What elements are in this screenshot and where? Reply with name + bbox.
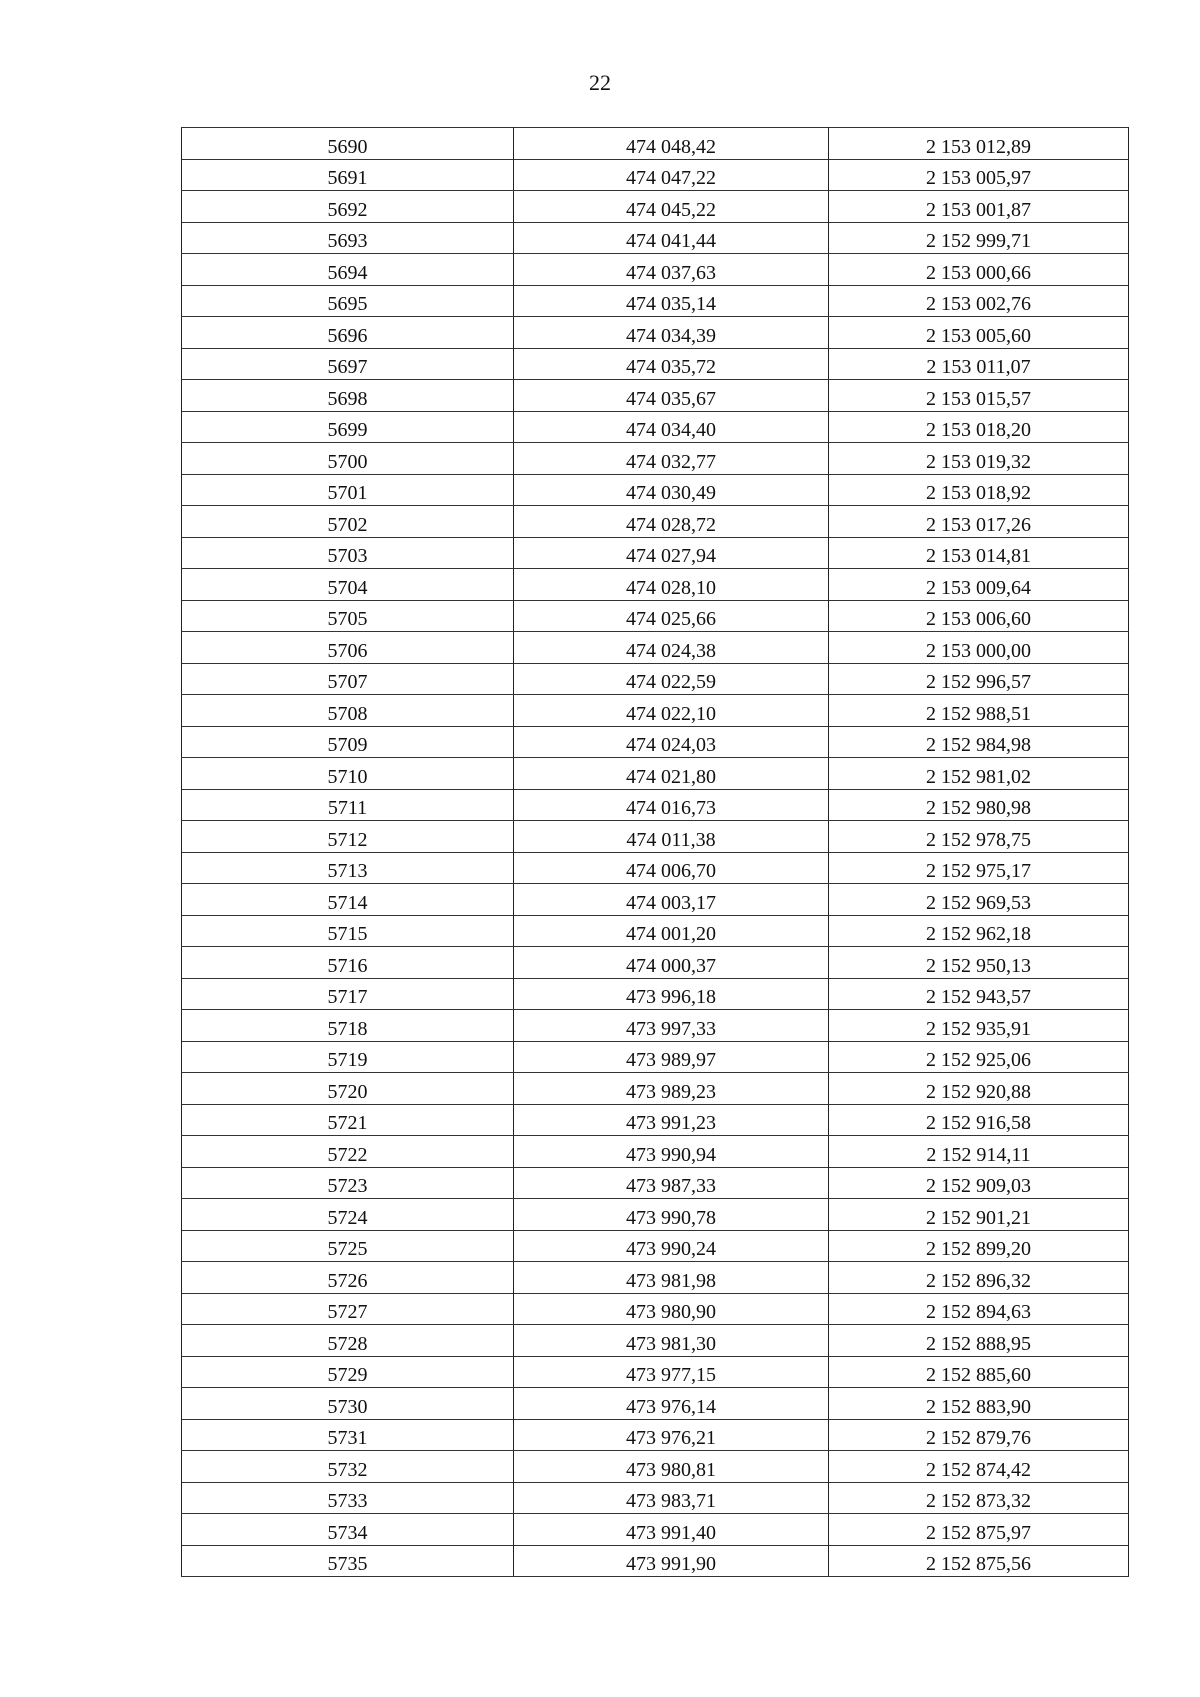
x-coordinate-cell: 474 011,38 <box>514 821 829 853</box>
x-coordinate-cell: 474 024,03 <box>514 726 829 758</box>
x-coordinate-cell: 473 991,23 <box>514 1104 829 1136</box>
point-number-cell: 5731 <box>182 1419 514 1451</box>
table-row <box>182 569 1129 601</box>
x-coordinate-cell: 473 989,97 <box>514 1041 829 1073</box>
x-coordinate-cell: 473 981,98 <box>514 1262 829 1294</box>
point-number-cell: 5699 <box>182 411 514 443</box>
x-coordinate-cell: 473 990,78 <box>514 1199 829 1231</box>
x-coordinate-cell: 474 035,14 <box>514 285 829 317</box>
y-coordinate-cell: 2 153 018,20 <box>829 411 1129 443</box>
table-row <box>182 1010 1129 1042</box>
coordinates-table-body <box>182 128 1129 1577</box>
point-number-cell: 5702 <box>182 506 514 538</box>
table-row <box>182 1104 1129 1136</box>
point-number-cell: 5723 <box>182 1167 514 1199</box>
y-coordinate-cell: 2 153 005,97 <box>829 159 1129 191</box>
table-row <box>182 600 1129 632</box>
table-row <box>182 758 1129 790</box>
y-coordinate-cell: 2 152 874,42 <box>829 1451 1129 1483</box>
point-number-cell: 5716 <box>182 947 514 979</box>
table-row <box>182 1293 1129 1325</box>
table-row <box>182 222 1129 254</box>
table-row <box>182 474 1129 506</box>
x-coordinate-cell: 474 041,44 <box>514 222 829 254</box>
table-row <box>182 915 1129 947</box>
table-row <box>182 1136 1129 1168</box>
table-row <box>182 1419 1129 1451</box>
y-coordinate-cell: 2 152 943,57 <box>829 978 1129 1010</box>
y-coordinate-cell: 2 153 002,76 <box>829 285 1129 317</box>
x-coordinate-cell: 474 022,59 <box>514 663 829 695</box>
y-coordinate-cell: 2 152 888,95 <box>829 1325 1129 1357</box>
table-row <box>182 128 1129 160</box>
point-number-cell: 5712 <box>182 821 514 853</box>
table-row <box>182 537 1129 569</box>
x-coordinate-cell: 474 034,40 <box>514 411 829 443</box>
x-coordinate-cell: 474 045,22 <box>514 191 829 223</box>
point-number-cell: 5707 <box>182 663 514 695</box>
point-number-cell: 5700 <box>182 443 514 475</box>
table-row <box>182 191 1129 223</box>
y-coordinate-cell: 2 152 935,91 <box>829 1010 1129 1042</box>
y-coordinate-cell: 2 152 879,76 <box>829 1419 1129 1451</box>
point-number-cell: 5708 <box>182 695 514 727</box>
point-number-cell: 5697 <box>182 348 514 380</box>
x-coordinate-cell: 473 990,24 <box>514 1230 829 1262</box>
x-coordinate-cell: 474 025,66 <box>514 600 829 632</box>
y-coordinate-cell: 2 153 019,32 <box>829 443 1129 475</box>
x-coordinate-cell: 474 048,42 <box>514 128 829 160</box>
y-coordinate-cell: 2 152 885,60 <box>829 1356 1129 1388</box>
point-number-cell: 5718 <box>182 1010 514 1042</box>
point-number-cell: 5710 <box>182 758 514 790</box>
y-coordinate-cell: 2 152 962,18 <box>829 915 1129 947</box>
x-coordinate-cell: 474 022,10 <box>514 695 829 727</box>
table-row <box>182 317 1129 349</box>
table-row <box>182 1199 1129 1231</box>
table-row <box>182 411 1129 443</box>
point-number-cell: 5722 <box>182 1136 514 1168</box>
x-coordinate-cell: 474 047,22 <box>514 159 829 191</box>
point-number-cell: 5720 <box>182 1073 514 1105</box>
point-number-cell: 5701 <box>182 474 514 506</box>
point-number-cell: 5734 <box>182 1514 514 1546</box>
point-number-cell: 5711 <box>182 789 514 821</box>
table-row <box>182 1356 1129 1388</box>
x-coordinate-cell: 474 006,70 <box>514 852 829 884</box>
y-coordinate-cell: 2 152 980,98 <box>829 789 1129 821</box>
point-number-cell: 5719 <box>182 1041 514 1073</box>
table-row <box>182 380 1129 412</box>
point-number-cell: 5695 <box>182 285 514 317</box>
y-coordinate-cell: 2 153 012,89 <box>829 128 1129 160</box>
point-number-cell: 5705 <box>182 600 514 632</box>
y-coordinate-cell: 2 152 920,88 <box>829 1073 1129 1105</box>
x-coordinate-cell: 473 976,14 <box>514 1388 829 1420</box>
table-row <box>182 695 1129 727</box>
x-coordinate-cell: 474 016,73 <box>514 789 829 821</box>
point-number-cell: 5692 <box>182 191 514 223</box>
point-number-cell: 5698 <box>182 380 514 412</box>
y-coordinate-cell: 2 152 875,97 <box>829 1514 1129 1546</box>
table-row <box>182 1545 1129 1577</box>
x-coordinate-cell: 473 996,18 <box>514 978 829 1010</box>
table-row <box>182 1262 1129 1294</box>
y-coordinate-cell: 2 153 001,87 <box>829 191 1129 223</box>
point-number-cell: 5690 <box>182 128 514 160</box>
table-row <box>182 1230 1129 1262</box>
point-number-cell: 5713 <box>182 852 514 884</box>
table-row <box>182 663 1129 695</box>
x-coordinate-cell: 474 034,39 <box>514 317 829 349</box>
point-number-cell: 5724 <box>182 1199 514 1231</box>
y-coordinate-cell: 2 152 996,57 <box>829 663 1129 695</box>
table-row <box>182 978 1129 1010</box>
table-row <box>182 1451 1129 1483</box>
x-coordinate-cell: 473 987,33 <box>514 1167 829 1199</box>
point-number-cell: 5706 <box>182 632 514 664</box>
y-coordinate-cell: 2 152 925,06 <box>829 1041 1129 1073</box>
table-row <box>182 884 1129 916</box>
y-coordinate-cell: 2 152 950,13 <box>829 947 1129 979</box>
x-coordinate-cell: 473 989,23 <box>514 1073 829 1105</box>
x-coordinate-cell: 474 027,94 <box>514 537 829 569</box>
y-coordinate-cell: 2 152 981,02 <box>829 758 1129 790</box>
x-coordinate-cell: 473 991,40 <box>514 1514 829 1546</box>
point-number-cell: 5691 <box>182 159 514 191</box>
point-number-cell: 5721 <box>182 1104 514 1136</box>
y-coordinate-cell: 2 152 914,11 <box>829 1136 1129 1168</box>
point-number-cell: 5729 <box>182 1356 514 1388</box>
table-row <box>182 852 1129 884</box>
x-coordinate-cell: 474 021,80 <box>514 758 829 790</box>
y-coordinate-cell: 2 153 017,26 <box>829 506 1129 538</box>
table-row <box>182 1514 1129 1546</box>
y-coordinate-cell: 2 152 894,63 <box>829 1293 1129 1325</box>
page-number: 22 <box>589 70 611 95</box>
y-coordinate-cell: 2 152 909,03 <box>829 1167 1129 1199</box>
x-coordinate-cell: 473 990,94 <box>514 1136 829 1168</box>
y-coordinate-cell: 2 152 873,32 <box>829 1482 1129 1514</box>
y-coordinate-cell: 2 153 005,60 <box>829 317 1129 349</box>
y-coordinate-cell: 2 152 969,53 <box>829 884 1129 916</box>
y-coordinate-cell: 2 153 015,57 <box>829 380 1129 412</box>
x-coordinate-cell: 474 035,67 <box>514 380 829 412</box>
y-coordinate-cell: 2 152 999,71 <box>829 222 1129 254</box>
point-number-cell: 5735 <box>182 1545 514 1577</box>
x-coordinate-cell: 474 037,63 <box>514 254 829 286</box>
point-number-cell: 5704 <box>182 569 514 601</box>
x-coordinate-cell: 473 977,15 <box>514 1356 829 1388</box>
y-coordinate-cell: 2 152 899,20 <box>829 1230 1129 1262</box>
table-row <box>182 159 1129 191</box>
y-coordinate-cell: 2 152 916,58 <box>829 1104 1129 1136</box>
y-coordinate-cell: 2 153 018,92 <box>829 474 1129 506</box>
y-coordinate-cell: 2 153 011,07 <box>829 348 1129 380</box>
point-number-cell: 5715 <box>182 915 514 947</box>
table-row <box>182 947 1129 979</box>
coordinates-table <box>181 127 1129 1577</box>
point-number-cell: 5727 <box>182 1293 514 1325</box>
y-coordinate-cell: 2 152 975,17 <box>829 852 1129 884</box>
point-number-cell: 5733 <box>182 1482 514 1514</box>
x-coordinate-cell: 474 030,49 <box>514 474 829 506</box>
table-row <box>182 789 1129 821</box>
y-coordinate-cell: 2 152 984,98 <box>829 726 1129 758</box>
point-number-cell: 5728 <box>182 1325 514 1357</box>
y-coordinate-cell: 2 152 988,51 <box>829 695 1129 727</box>
x-coordinate-cell: 474 001,20 <box>514 915 829 947</box>
point-number-cell: 5694 <box>182 254 514 286</box>
table-row <box>182 1073 1129 1105</box>
point-number-cell: 5693 <box>182 222 514 254</box>
x-coordinate-cell: 473 983,71 <box>514 1482 829 1514</box>
table-row <box>182 821 1129 853</box>
y-coordinate-cell: 2 153 000,00 <box>829 632 1129 664</box>
table-row <box>182 1167 1129 1199</box>
y-coordinate-cell: 2 152 978,75 <box>829 821 1129 853</box>
point-number-cell: 5730 <box>182 1388 514 1420</box>
x-coordinate-cell: 474 028,72 <box>514 506 829 538</box>
table-row <box>182 443 1129 475</box>
point-number-cell: 5703 <box>182 537 514 569</box>
point-number-cell: 5696 <box>182 317 514 349</box>
y-coordinate-cell: 2 152 896,32 <box>829 1262 1129 1294</box>
table-row <box>182 1041 1129 1073</box>
x-coordinate-cell: 474 028,10 <box>514 569 829 601</box>
x-coordinate-cell: 474 003,17 <box>514 884 829 916</box>
y-coordinate-cell: 2 153 014,81 <box>829 537 1129 569</box>
y-coordinate-cell: 2 152 883,90 <box>829 1388 1129 1420</box>
table-row <box>182 1482 1129 1514</box>
point-number-cell: 5709 <box>182 726 514 758</box>
x-coordinate-cell: 473 991,90 <box>514 1545 829 1577</box>
x-coordinate-cell: 474 000,37 <box>514 947 829 979</box>
x-coordinate-cell: 473 976,21 <box>514 1419 829 1451</box>
y-coordinate-cell: 2 153 009,64 <box>829 569 1129 601</box>
table-row <box>182 285 1129 317</box>
y-coordinate-cell: 2 152 901,21 <box>829 1199 1129 1231</box>
y-coordinate-cell: 2 153 000,66 <box>829 254 1129 286</box>
table-row <box>182 632 1129 664</box>
table-row <box>182 1388 1129 1420</box>
x-coordinate-cell: 474 035,72 <box>514 348 829 380</box>
y-coordinate-cell: 2 153 006,60 <box>829 600 1129 632</box>
table-row <box>182 506 1129 538</box>
point-number-cell: 5714 <box>182 884 514 916</box>
point-number-cell: 5732 <box>182 1451 514 1483</box>
x-coordinate-cell: 473 980,90 <box>514 1293 829 1325</box>
x-coordinate-cell: 474 032,77 <box>514 443 829 475</box>
x-coordinate-cell: 474 024,38 <box>514 632 829 664</box>
point-number-cell: 5726 <box>182 1262 514 1294</box>
x-coordinate-cell: 473 997,33 <box>514 1010 829 1042</box>
x-coordinate-cell: 473 980,81 <box>514 1451 829 1483</box>
table-row <box>182 254 1129 286</box>
table-row <box>182 1325 1129 1357</box>
table-row <box>182 726 1129 758</box>
point-number-cell: 5725 <box>182 1230 514 1262</box>
point-number-cell: 5717 <box>182 978 514 1010</box>
y-coordinate-cell: 2 152 875,56 <box>829 1545 1129 1577</box>
table-row <box>182 348 1129 380</box>
x-coordinate-cell: 473 981,30 <box>514 1325 829 1357</box>
